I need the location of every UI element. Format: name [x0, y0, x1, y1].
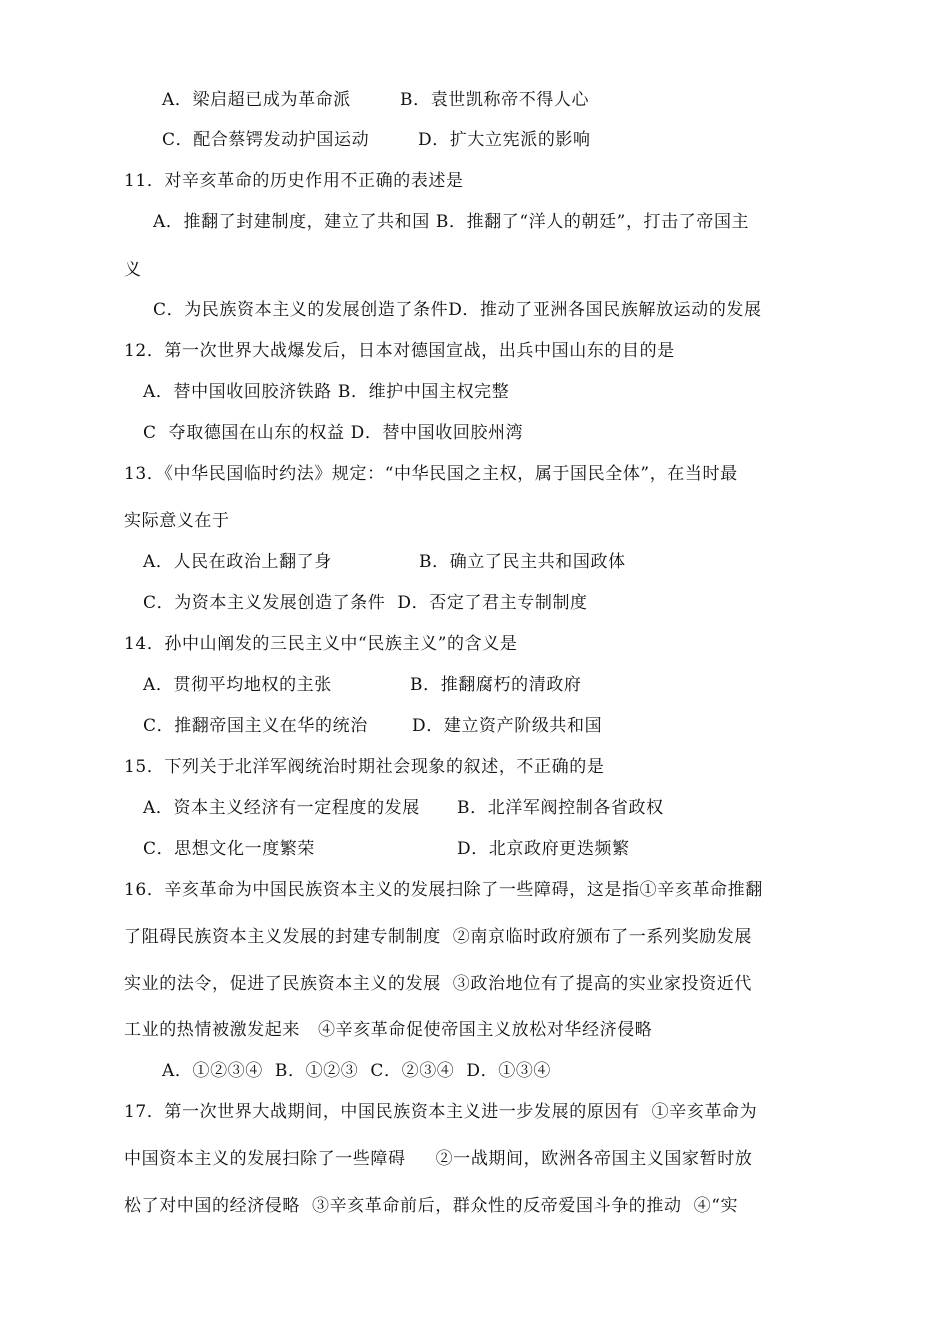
q16-options: A．①②③④ B．①②③ C．②③④ D．①③④ — [162, 1061, 552, 1081]
q16-line3: 实业的法令，促进了民族资本主义的发展 ③政治地位有了提高的实业家投资近代 — [124, 974, 753, 994]
q10-option-d: D．扩大立宪派的影响 — [418, 130, 591, 150]
q16-line1: 16．辛亥革命为中国民族资本主义的发展扫除了一些障碍，这是指①辛亥革命推翻 — [124, 880, 763, 900]
q12-stem: 12．第一次世界大战爆发后，日本对德国宣战，出兵中国山东的目的是 — [124, 341, 675, 361]
q17-line2: 中国资本主义的发展扫除了一些障碍 ②一战期间，欧洲各帝国主义国家暂时放 — [124, 1149, 753, 1169]
q14-option-b: B．推翻腐朽的清政府 — [410, 675, 582, 695]
q13-option-a: A．人民在政治上翻了身 — [143, 552, 332, 572]
q15-option-b: B．北洋军阀控制各省政权 — [457, 798, 664, 818]
q15-stem: 15．下列关于北洋军阀统治时期社会现象的叙述，不正确的是 — [124, 757, 605, 777]
q15-option-d: D．北京政府更迭频繁 — [457, 839, 630, 859]
q11-stem: 11．对辛亥革命的历史作用不正确的表述是 — [124, 171, 464, 191]
q14-option-c: C．推翻帝国主义在华的统治 — [143, 716, 368, 736]
q13-stem-line1: 13．《中华民国临时约法》规定：“中华民国之主权，属于国民全体”，在当时最 — [124, 464, 738, 484]
q15-option-c: C．思想文化一度繁荣 — [143, 839, 316, 859]
q13-option-b: B．确立了民主共和国政体 — [419, 552, 626, 572]
q17-line3: 松了对中国的经济侵略 ③辛亥革命前后，群众性的反帝爱国斗争的推动 ④“实 — [124, 1196, 739, 1216]
q10-option-b: B．袁世凯称帝不得人心 — [400, 90, 590, 110]
q11-options-cd: C．为民族资本主义的发展创造了条件D．推动了亚洲各国民族解放运动的发展 — [153, 300, 762, 320]
q16-line2: 了阻碍民族资本主义发展的封建专制制度 ②南京临时政府颁布了一系列奖励发展 — [124, 927, 753, 947]
q14-option-a: A．贯彻平均地权的主张 — [143, 675, 332, 695]
q14-stem: 14．孙中山阐发的三民主义中“民族主义”的含义是 — [124, 634, 518, 654]
q10-option-a: A．梁启超已成为革命派 — [162, 90, 351, 110]
q12-options-cd: C 夺取德国在山东的权益 D．替中国收回胶州湾 — [143, 423, 524, 443]
q16-line4: 工业的热情被激发起来 ④辛亥革命促使帝国主义放松对华经济侵略 — [124, 1020, 653, 1040]
q14-option-d: D．建立资产阶级共和国 — [412, 716, 603, 736]
q17-line1: 17．第一次世界大战期间，中国民族资本主义进一步发展的原因有 ①辛亥革命为 — [124, 1102, 758, 1122]
q11-options-ab: A．推翻了封建制度，建立了共和国 B．推翻了“洋人的朝廷”，打击了帝国主 — [153, 212, 750, 232]
q13-options-cd: C．为资本主义发展创造了条件 D．否定了君主专制制度 — [143, 593, 588, 613]
q13-stem-line2: 实际意义在于 — [124, 511, 230, 531]
q11-options-ab-continued: 义 — [124, 260, 142, 280]
q15-option-a: A．资本主义经济有一定程度的发展 — [143, 798, 420, 818]
q12-options-ab: A．替中国收回胶济铁路 B．维护中国主权完整 — [143, 382, 510, 402]
q10-option-c: C．配合蔡锷发动护国运动 — [162, 130, 370, 150]
